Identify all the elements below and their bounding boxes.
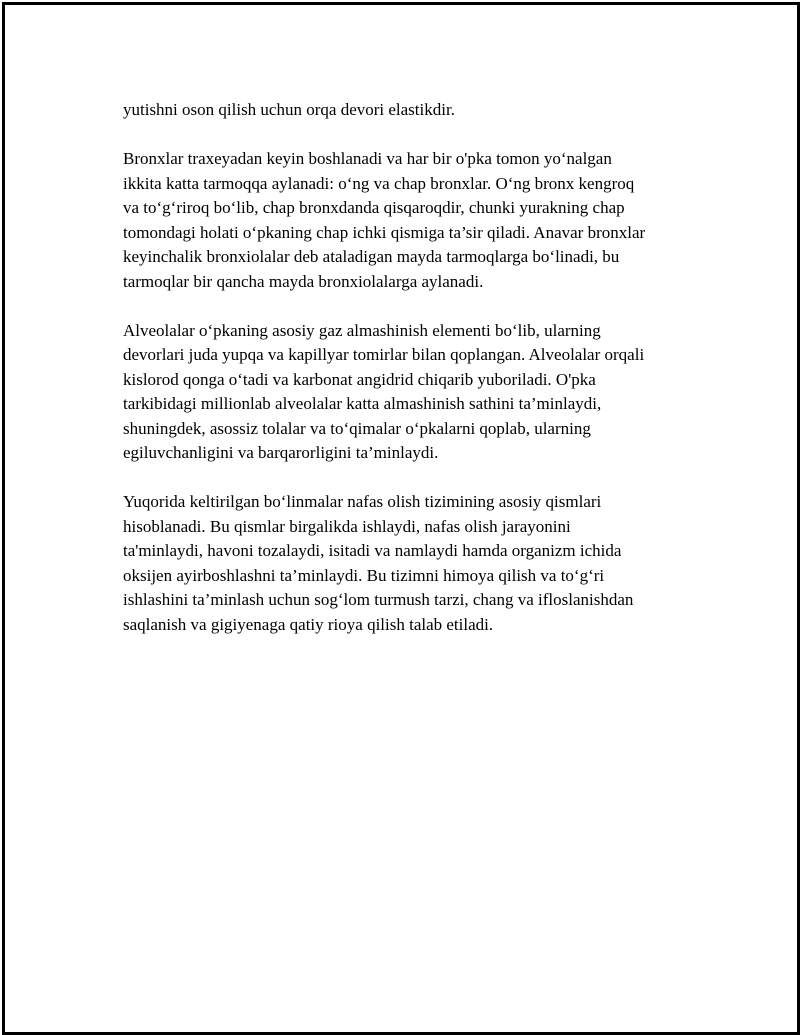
paragraph-summary: Yuqorida keltirilgan bo‘linmalar nafas olish tizimining asosiy qismlari hisoblanadi. Bu qismlar birgalikda ishlaydi, nafas olish jarayonini ta'minlaydi, havoni tozalaydi, isitadi va namlaydi hamda organizm ichida oksijen ayirboshlashni ta’minlaydi. Bu tizimni himoya qilish va to‘g‘ri ishlashini ta’minlash uchun sog‘lom turmush tarzi, chang va ifloslanishdan saqlanish va gigiyenaga qatiy rioya qilish talab etiladi. <box>123 492 634 634</box>
paragraph-continuation: yutishni oson qilish uchun orqa devori elastikdir. <box>123 100 455 119</box>
paragraph-alveoli: Alveolalar o‘pkaning asosiy gaz almashinish elementi bo‘lib, ularning devorlari juda yupqa va kapillyar tomirlar bilan qoplangan. Alveolalar orqali kislorod qonga o‘tadi va karbonat angidrid chiqarib yuboriladi. O'pka tarkibidagi millionlab alveolalar katta almashinish sathini ta’minlaydi, shuningdek, asossiz tolalar va to‘qimalar o‘pkalarni qoplab, ularning egiluvchanligini va barqarorligini ta’minlaydi. <box>123 320 645 462</box>
paragraph-bronchi: Bronxlar traxeyadan keyin boshlanadi va har bir o'pka tomon yo‘nalgan ikkita katta tarmoqqa aylanadi: o‘ng va chap bronxlar. O‘ng bronx kengroq va to‘g‘riroq bo‘lib, chap bronxdanda qisqaroqdir, chunki yurakning chap tomondagi holati o‘pkaning chap ichki qismiga ta’sir qiladi. Anavar bronxlar keyinchalik bronxiolalar deb ataladigan mayda tarmoqlarga bo‘linadi, bu tarmoqlar bir qancha mayda bronxiolalarga aylanadi. <box>123 149 646 291</box>
document-body <box>123 98 688 662</box>
page-frame <box>2 2 800 1035</box>
